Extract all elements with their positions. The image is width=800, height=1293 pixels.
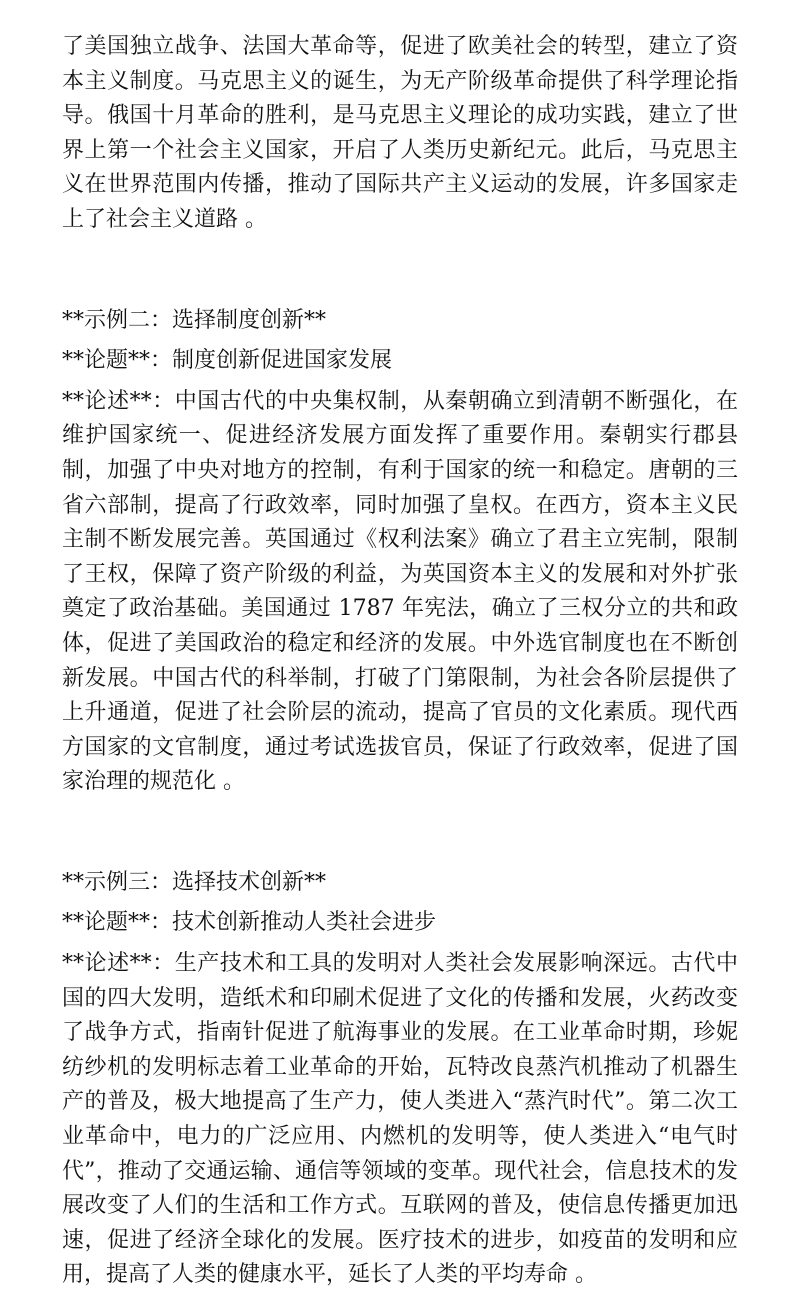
example-2-argument: **论述**：中国古代的中央集权制，从秦朝确立到清朝不断强化，在维护国家统一、促进经济发展方面发挥了重要作用。秦朝实行郡县制，加强了中央对地方的控制，有利于国家的统一和稳定。唐朝的三省六部制，提高了行政效率，同时加强了皇权。在西方，资本主义民主制不断发展完善。英国通过《权利法案》确立了君主立宪制，限制了王权，保障了资产阶级的利益，为英国资本主义的发展和对外扩张奠定了政治基础。美国通过 1787 年宪法，确立了三权分立的共和政体，促进了美国政治的稳定和经济的发展。中外选官制度也在不断创新发展。中国古代的科举制，打破了门第限制，为社会各阶层提供了上升通道，促进了社会阶层的流动，提高了官员的文化素质。现代西方国家的文官制度，通过考试选拔官员，保证了行政效率，促进了国家治理的规范化 。: [62, 388, 738, 795]
example-3-topic: **论题**：技术创新推动人类社会进步: [62, 910, 437, 936]
intro-paragraph: 了美国独立战争、法国大革命等，促进了欧美社会的转型，建立了资本主义制度。马克思主义的诞生，为无产阶级革命提供了科学理论指导。俄国十月革命的胜利，是马克思主义理论的成功实践，建立了世界上第一个社会主义国家，开启了人类历史新纪元。此后，马克思主义在世界范围内传播，推动了国际共产主义运动的发展，许多国家走上了社会主义道路 。: [62, 34, 738, 232]
example-3-title: **示例三：选择技术创新**: [62, 869, 327, 895]
example-3-argument: **论述**：生产技术和工具的发明对人类社会发展影响深远。古代中国的四大发明，造纸术和印刷术促进了文化的传播和发展，火药改变了战争方式，指南针促进了航海事业的发展。在工业革命时期，珍妮纺纱机的发明标志着工业革命的开始，瓦特改良蒸汽机推动了机器生产的普及，极大地提高了生产力，使人类进入“蒸汽时代”。第二次工业革命中，电力的广泛应用、内燃机的发明等，使人类进入“电气时代”，推动了交通运输、通信等领域的变革。现代社会，信息技术的发展改变了人们的生活和工作方式。互联网的普及，使信息传播更加迅速，促进了经济全球化的发展。医疗技术的进步，如疫苗的发明和应用，提高了人类的健康水平，延长了人类的平均寿命 。: [62, 951, 738, 1288]
example-2-title: **示例二：选择制度创新**: [62, 307, 327, 333]
example-3-section: [62, 866, 738, 1293]
section-spacer: [62, 238, 738, 304]
intro-section: [62, 30, 738, 238]
example-2-topic: **论题**：制度创新促进国家发展: [62, 348, 393, 374]
section-spacer: [62, 800, 738, 866]
example-2-section: [62, 304, 738, 800]
